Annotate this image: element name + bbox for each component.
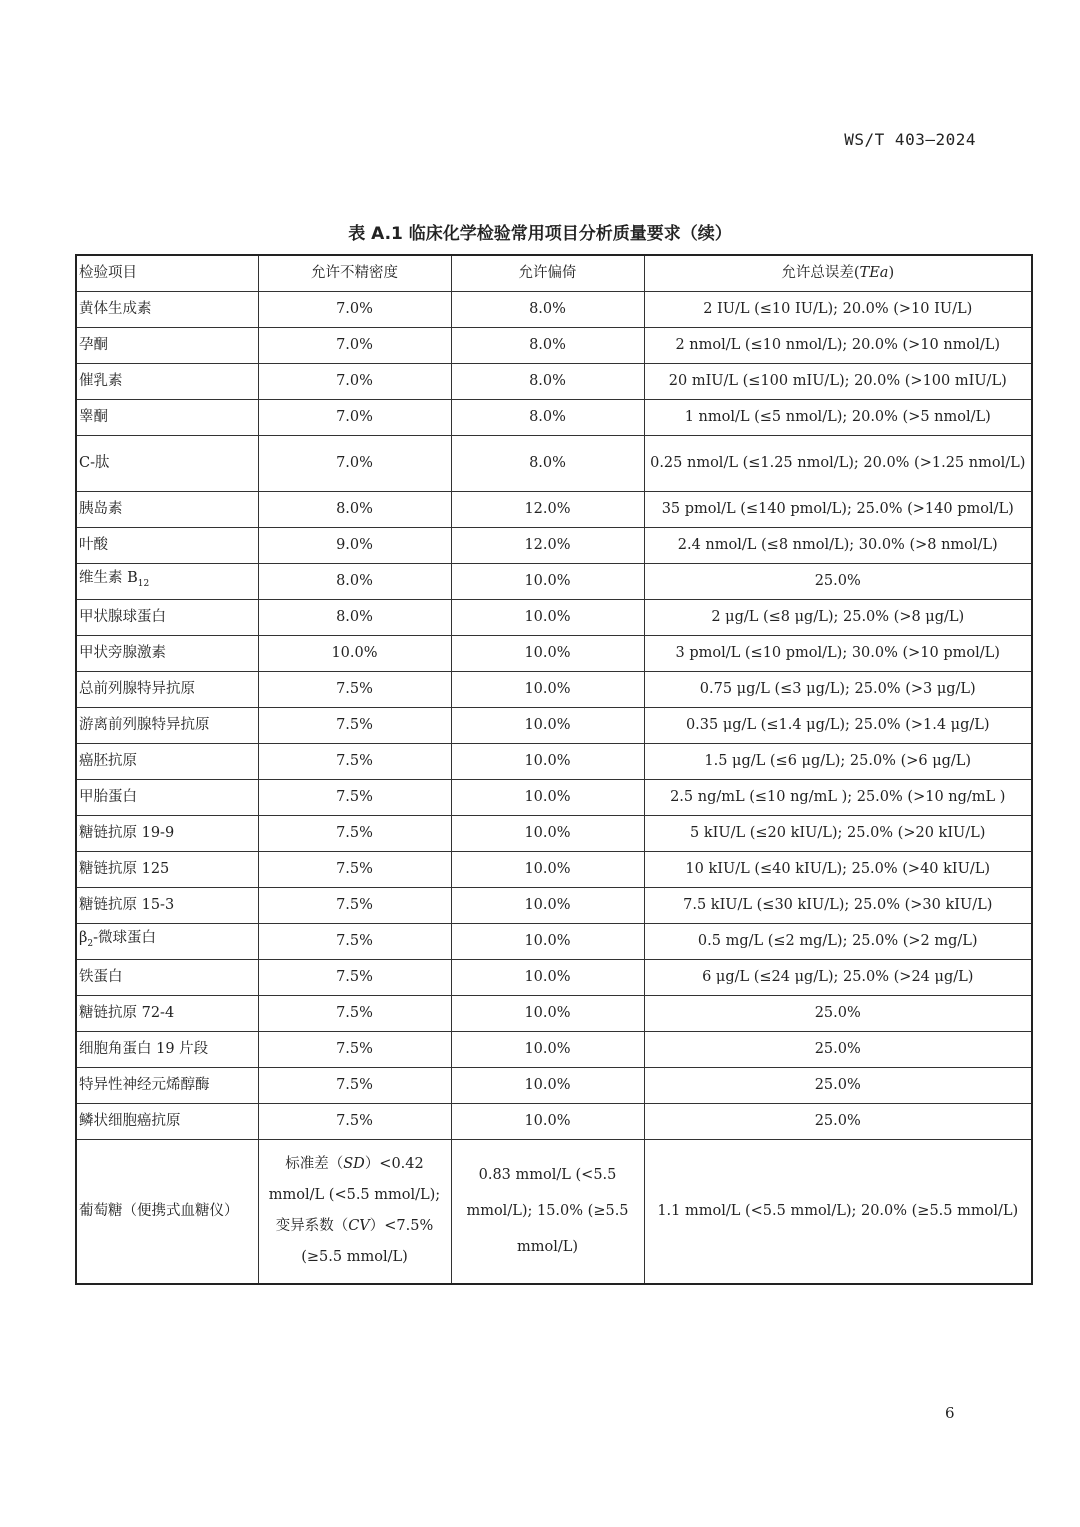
table-row (76, 672, 1032, 708)
page-number: 6 (945, 1404, 955, 1422)
cell-imprecision: 7.0% (258, 400, 451, 436)
cell-item-name: 胰岛素 (76, 492, 258, 528)
cell-total-error: 25.0% (644, 564, 1032, 600)
cell-total-error: 25.0% (644, 1068, 1032, 1104)
cell-bias: 8.0% (451, 292, 644, 328)
table-row (76, 528, 1032, 564)
cell-bias: 10.0% (451, 996, 644, 1032)
cell-item-name: 铁蛋白 (76, 960, 258, 996)
cell-imprecision: 标准差（SD）<0.42 mmol/L (<5.5 mmol/L); 变异系数（CV）<7.5% (≥5.5 mmol/L) (258, 1140, 451, 1284)
table-title: 表 A.1 临床化学检验常用项目分析质量要求（续） (348, 224, 732, 244)
table-row (76, 1104, 1032, 1140)
cell-item-name: 葡萄糖（便携式血糖仪） (76, 1140, 258, 1284)
cell-imprecision: 10.0% (258, 636, 451, 672)
table-body (76, 292, 1032, 1284)
table-row (76, 436, 1032, 492)
table-row (76, 780, 1032, 816)
cell-item-name: $\beta_2-$微球蛋白 (76, 924, 258, 960)
table-row (76, 292, 1032, 328)
table-row (76, 888, 1032, 924)
cell-item-name: 甲状腺球蛋白 (76, 600, 258, 636)
cell-bias: 8.0% (451, 328, 644, 364)
table-row (76, 400, 1032, 436)
table-row (76, 744, 1032, 780)
cell-total-error: 25.0% (644, 1032, 1032, 1068)
cell-bias: 12.0% (451, 492, 644, 528)
cell-bias: 10.0% (451, 1032, 644, 1068)
cell-bias: 0.83 mmol/L (<5.5 mmol/L); 15.0% (≥5.5 mmol/L) (451, 1140, 644, 1284)
cell-item-name: 睾酮 (76, 400, 258, 436)
cell-total-error: 2 IU/L (≤10 IU/L); 20.0% (>10 IU/L) (644, 292, 1032, 328)
table-row (76, 492, 1032, 528)
cell-imprecision: 8.0% (258, 492, 451, 528)
table-row (76, 600, 1032, 636)
cell-total-error: 0.35 μg/L (≤1.4 μg/L); 25.0% (>1.4 μg/L) (644, 708, 1032, 744)
cell-bias: 10.0% (451, 780, 644, 816)
cell-total-error: 0.75 μg/L (≤3 μg/L); 25.0% (>3 μg/L) (644, 672, 1032, 708)
cell-imprecision: 7.0% (258, 328, 451, 364)
cell-bias: 10.0% (451, 960, 644, 996)
cell-total-error: 2.4 nmol/L (≤8 nmol/L); 30.0% (>8 nmol/L) (644, 528, 1032, 564)
cell-imprecision: 7.5% (258, 1068, 451, 1104)
cell-imprecision: 7.5% (258, 852, 451, 888)
cell-imprecision: 7.0% (258, 292, 451, 328)
cell-item-name: 黄体生成素 (76, 292, 258, 328)
header-imprecision: 允许不精密度 (258, 255, 451, 292)
cell-imprecision: 8.0% (258, 600, 451, 636)
cell-item-name: 孕酮 (76, 328, 258, 364)
cell-total-error: 10 kIU/L (≤40 kIU/L); 25.0% (>40 kIU/L) (644, 852, 1032, 888)
cell-imprecision: 7.5% (258, 1104, 451, 1140)
cell-bias: 10.0% (451, 636, 644, 672)
cell-imprecision: 9.0% (258, 528, 451, 564)
cell-imprecision: 7.5% (258, 888, 451, 924)
cell-item-name: 催乳素 (76, 364, 258, 400)
table-row (76, 852, 1032, 888)
cell-total-error: 6 μg/L (≤24 μg/L); 25.0% (>24 μg/L) (644, 960, 1032, 996)
cell-imprecision: 7.5% (258, 924, 451, 960)
table-row (76, 708, 1032, 744)
table-row (76, 960, 1032, 996)
cell-bias: 10.0% (451, 708, 644, 744)
cell-imprecision: 7.5% (258, 744, 451, 780)
cell-imprecision: 7.0% (258, 364, 451, 400)
table-row (76, 924, 1032, 960)
cell-item-name: 总前列腺特异抗原 (76, 672, 258, 708)
cell-total-error: 0.25 nmol/L (≤1.25 nmol/L); 20.0% (>1.25 nmol/L) (644, 436, 1032, 492)
document-code: WS/T 403—2024 (844, 130, 976, 149)
cell-bias: 10.0% (451, 564, 644, 600)
cell-imprecision: 7.5% (258, 672, 451, 708)
cell-imprecision: 8.0% (258, 564, 451, 600)
cell-item-name: 甲胎蛋白 (76, 780, 258, 816)
cell-item-name: C-肽 (76, 436, 258, 492)
cell-total-error: 20 mIU/L (≤100 mIU/L); 20.0% (>100 mIU/L) (644, 364, 1032, 400)
table-row (76, 328, 1032, 364)
cell-item-name: 维生素 $B_{12}$ (76, 564, 258, 600)
cell-total-error: 25.0% (644, 996, 1032, 1032)
cell-bias: 10.0% (451, 744, 644, 780)
header-total-error: 允许总误差(TEa) (644, 255, 1032, 292)
cell-item-name: 鳞状细胞癌抗原 (76, 1104, 258, 1140)
cell-bias: 10.0% (451, 672, 644, 708)
cell-total-error: 1.1 mmol/L (<5.5 mmol/L); 20.0% (≥5.5 mmol/L) (644, 1140, 1032, 1284)
cell-item-name: 糖链抗原 125 (76, 852, 258, 888)
table-row (76, 996, 1032, 1032)
cell-total-error: 2 μg/L (≤8 μg/L); 25.0% (>8 μg/L) (644, 600, 1032, 636)
cell-bias: 10.0% (451, 852, 644, 888)
cell-imprecision: 7.5% (258, 1032, 451, 1068)
cell-total-error: 3 pmol/L (≤10 pmol/L); 30.0% (>10 pmol/L) (644, 636, 1032, 672)
cell-bias: 10.0% (451, 924, 644, 960)
cell-bias: 12.0% (451, 528, 644, 564)
cell-total-error: 5 kIU/L (≤20 kIU/L); 25.0% (>20 kIU/L) (644, 816, 1032, 852)
quality-requirements-table (75, 254, 1033, 1285)
cell-item-name: 糖链抗原 19-9 (76, 816, 258, 852)
cell-imprecision: 7.5% (258, 960, 451, 996)
cell-total-error: 0.5 mg/L (≤2 mg/L); 25.0% (>2 mg/L) (644, 924, 1032, 960)
cell-total-error: 1.5 μg/L (≤6 μg/L); 25.0% (>6 μg/L) (644, 744, 1032, 780)
header-bias: 允许偏倚 (451, 255, 644, 292)
cell-bias: 8.0% (451, 400, 644, 436)
cell-total-error: 35 pmol/L (≤140 pmol/L); 25.0% (>140 pmol/L) (644, 492, 1032, 528)
cell-item-name: 癌胚抗原 (76, 744, 258, 780)
header-item: 检验项目 (76, 255, 258, 292)
cell-item-name: 糖链抗原 72-4 (76, 996, 258, 1032)
table-row (76, 1032, 1032, 1068)
table-row (76, 816, 1032, 852)
cell-bias: 10.0% (451, 816, 644, 852)
table-row (76, 636, 1032, 672)
cell-item-name: 特异性神经元烯醇酶 (76, 1068, 258, 1104)
cell-item-name: 叶酸 (76, 528, 258, 564)
table-row (76, 1068, 1032, 1104)
table-row (76, 364, 1032, 400)
cell-imprecision: 7.0% (258, 436, 451, 492)
cell-item-name: 糖链抗原 15-3 (76, 888, 258, 924)
cell-bias: 10.0% (451, 1104, 644, 1140)
table-row (76, 564, 1032, 600)
cell-total-error: 25.0% (644, 1104, 1032, 1140)
cell-bias: 10.0% (451, 1068, 644, 1104)
cell-total-error: 7.5 kIU/L (≤30 kIU/L); 25.0% (>30 kIU/L) (644, 888, 1032, 924)
table-row-glucose (76, 1140, 1032, 1284)
cell-bias: 8.0% (451, 436, 644, 492)
cell-imprecision: 7.5% (258, 816, 451, 852)
cell-item-name: 甲状旁腺激素 (76, 636, 258, 672)
cell-imprecision: 7.5% (258, 708, 451, 744)
cell-item-name: 细胞角蛋白 19 片段 (76, 1032, 258, 1068)
cell-imprecision: 7.5% (258, 996, 451, 1032)
cell-bias: 8.0% (451, 364, 644, 400)
cell-item-name: 游离前列腺特异抗原 (76, 708, 258, 744)
cell-total-error: 2 nmol/L (≤10 nmol/L); 20.0% (>10 nmol/L) (644, 328, 1032, 364)
cell-total-error: 1 nmol/L (≤5 nmol/L); 20.0% (>5 nmol/L) (644, 400, 1032, 436)
table-header-row (76, 255, 1032, 292)
cell-bias: 10.0% (451, 600, 644, 636)
cell-imprecision: 7.5% (258, 780, 451, 816)
cell-bias: 10.0% (451, 888, 644, 924)
cell-total-error: 2.5 ng/mL (≤10 ng/mL ); 25.0% (>10 ng/mL ) (644, 780, 1032, 816)
